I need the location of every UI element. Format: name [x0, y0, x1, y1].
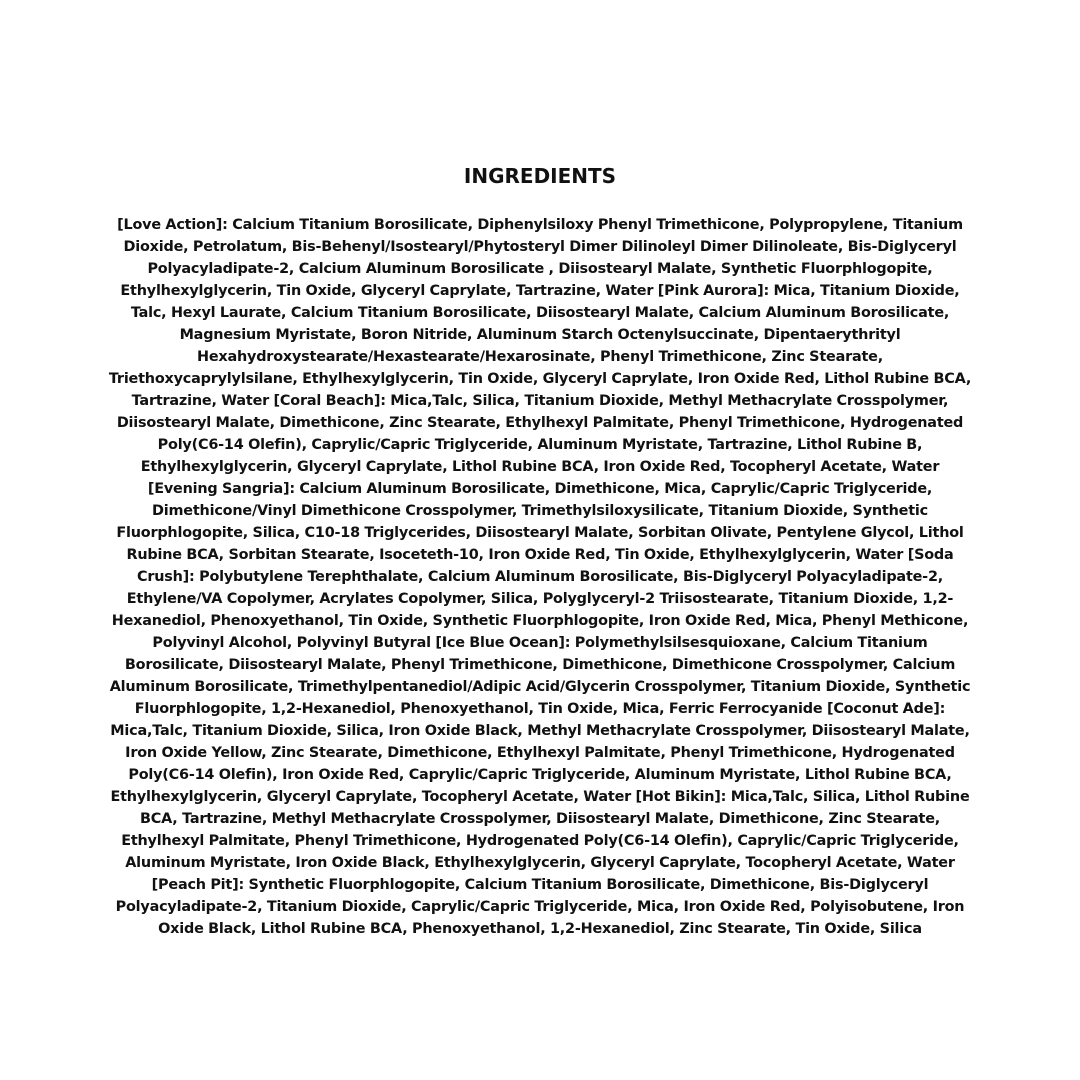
- page-title: INGREDIENTS: [463, 164, 617, 188]
- ingredients-list: [Love Action]: Calcium Titanium Borosilicate, Diphenylsiloxy Phenyl Trimethicone, Polypropylene, Titanium Dioxide, Petrolatum, Bis-Behenyl/Isostearyl/Phytosteryl Dimer Dilinoleyl Dimer Dilinoleate, Bis-Diglyceryl Polyacyladipate-2, Calcium Aluminum Borosilicate , Diisostearyl Malate, Synthetic Fluorphlogopite, Ethylhexylglycerin, Tin Oxide, Glyceryl Caprylate, Tartrazine, Water [Pink Aurora]: Mica, Titanium Dioxide, Talc, Hexyl Laurate, Calcium Titanium Borosilicate, Diisostearyl Malate, Calcium Aluminum Borosilicate, Magnesium Myristate, Boron Nitride, Aluminum Starch Octenylsuccinate, Dipentaerythrityl Hexahydroxystearate/Hexastearate/Hexarosinate, Phenyl Trimethicone, Zinc Stearate, Triethoxycaprylylsilane, Ethylhexylglycerin, Tin Oxide, Glyceryl Caprylate, Iron Oxide Red, Lithol Rubine BCA, Tartrazine, Water [Coral Beach]: Mica,Talc, Silica, Titanium Dioxide, Methyl Methacrylate Crosspolymer, Diisostearyl Malate, Dimethicone, Zinc Stearate, Ethylhexyl Palmitate, Phenyl Trimethicone, Hydrogenated Poly(C6-14 Olefin), Caprylic/Capric Triglyceride, Aluminum Myristate, Tartrazine, Lithol Rubine B, Ethylhexylglycerin, Glyceryl Caprylate, Lithol Rubine BCA, Iron Oxide Red, Tocopheryl Acetate, Water [Evening Sangria]: Calcium Aluminum Borosilicate, Dimethicone, Mica, Caprylic/Capric Triglyceride, Dimethicone/Vinyl Dimethicone Crosspolymer, Trimethylsiloxysilicate, Titanium Dioxide, Synthetic Fluorphlogopite, Silica, C10-18 Triglycerides, Diisostearyl Malate, Sorbitan Olivate, Pentylene Glycol, Lithol Rubine BCA, Sorbitan Stearate, Isoceteth-10, Iron Oxide Red, Tin Oxide, Ethylhexylglycerin, Water [Soda Crush]: Polybutylene Terephthalate, Calcium Aluminum Borosilicate, Bis-Diglyceryl Polyacyladipate-2, Ethylene/VA Copolymer, Acrylates Copolymer, Silica, Polyglyceryl-2 Triisostearate, Titanium Dioxide, 1,2-Hexanediol, Phenoxyethanol, Tin Oxide, Synthetic Fluorphlogopite, Iron Oxide Red, Mica, Phenyl Methicone, Polyvinyl Alcohol, Polyvinyl Butyral [Ice Blue Ocean]: Polymethylsilsesquioxane, Calcium Titanium Borosilicate, Diisostearyl Malate, Phenyl Trimethicone, Dimethicone, Dimethicone Crosspolymer, Calcium Aluminum Borosilicate, Trimethylpentanediol/Adipic Acid/Glycerin Crosspolymer, Titanium Dioxide, Synthetic Fluorphlogopite, 1,2-Hexanediol, Phenoxyethanol, Tin Oxide, Mica, Ferric Ferrocyanide [Coconut Ade]: Mica,Talc, Titanium Dioxide, Silica, Iron Oxide Black, Methyl Methacrylate Crosspolymer, Diisostearyl Malate, Iron Oxide Yellow, Zinc Stearate, Dimethicone, Ethylhexyl Palmitate, Phenyl Trimethicone, Hydrogenated Poly(C6-14 Olefin), Iron Oxide Red, Caprylic/Capric Triglyceride, Aluminum Myristate, Lithol Rubine BCA, Ethylhexylglycerin, Glyceryl Caprylate, Tocopheryl Acetate, Water [Hot Bikin]: Mica,Talc, Silica, Lithol Rubine BCA, Tartrazine, Methyl Methacrylate Crosspolymer, Diisostearyl Malate, Dimethicone, Zinc Stearate, Ethylhexyl Palmitate, Phenyl Trimethicone, Hydrogenated Poly(C6-14 Olefin), Caprylic/Capric Triglyceride, Aluminum Myristate, Iron Oxide Black, Ethylhexylglycerin, Glyceryl Caprylate, Tocopheryl Acetate, Water [Peach Pit]: Synthetic Fluorphlogopite, Calcium Titanium Borosilicate, Dimethicone, Bis-Diglyceryl Polyacyladipate-2, Titanium Dioxide, Caprylic/Capric Triglyceride, Mica, Iron Oxide Red, Polyisobutene, Iron Oxide Black, Lithol Rubine BCA, Phenoxyethanol, 1,2-Hexanediol, Zinc Stearate, Tin Oxide, Silica: [108, 217, 972, 937]
